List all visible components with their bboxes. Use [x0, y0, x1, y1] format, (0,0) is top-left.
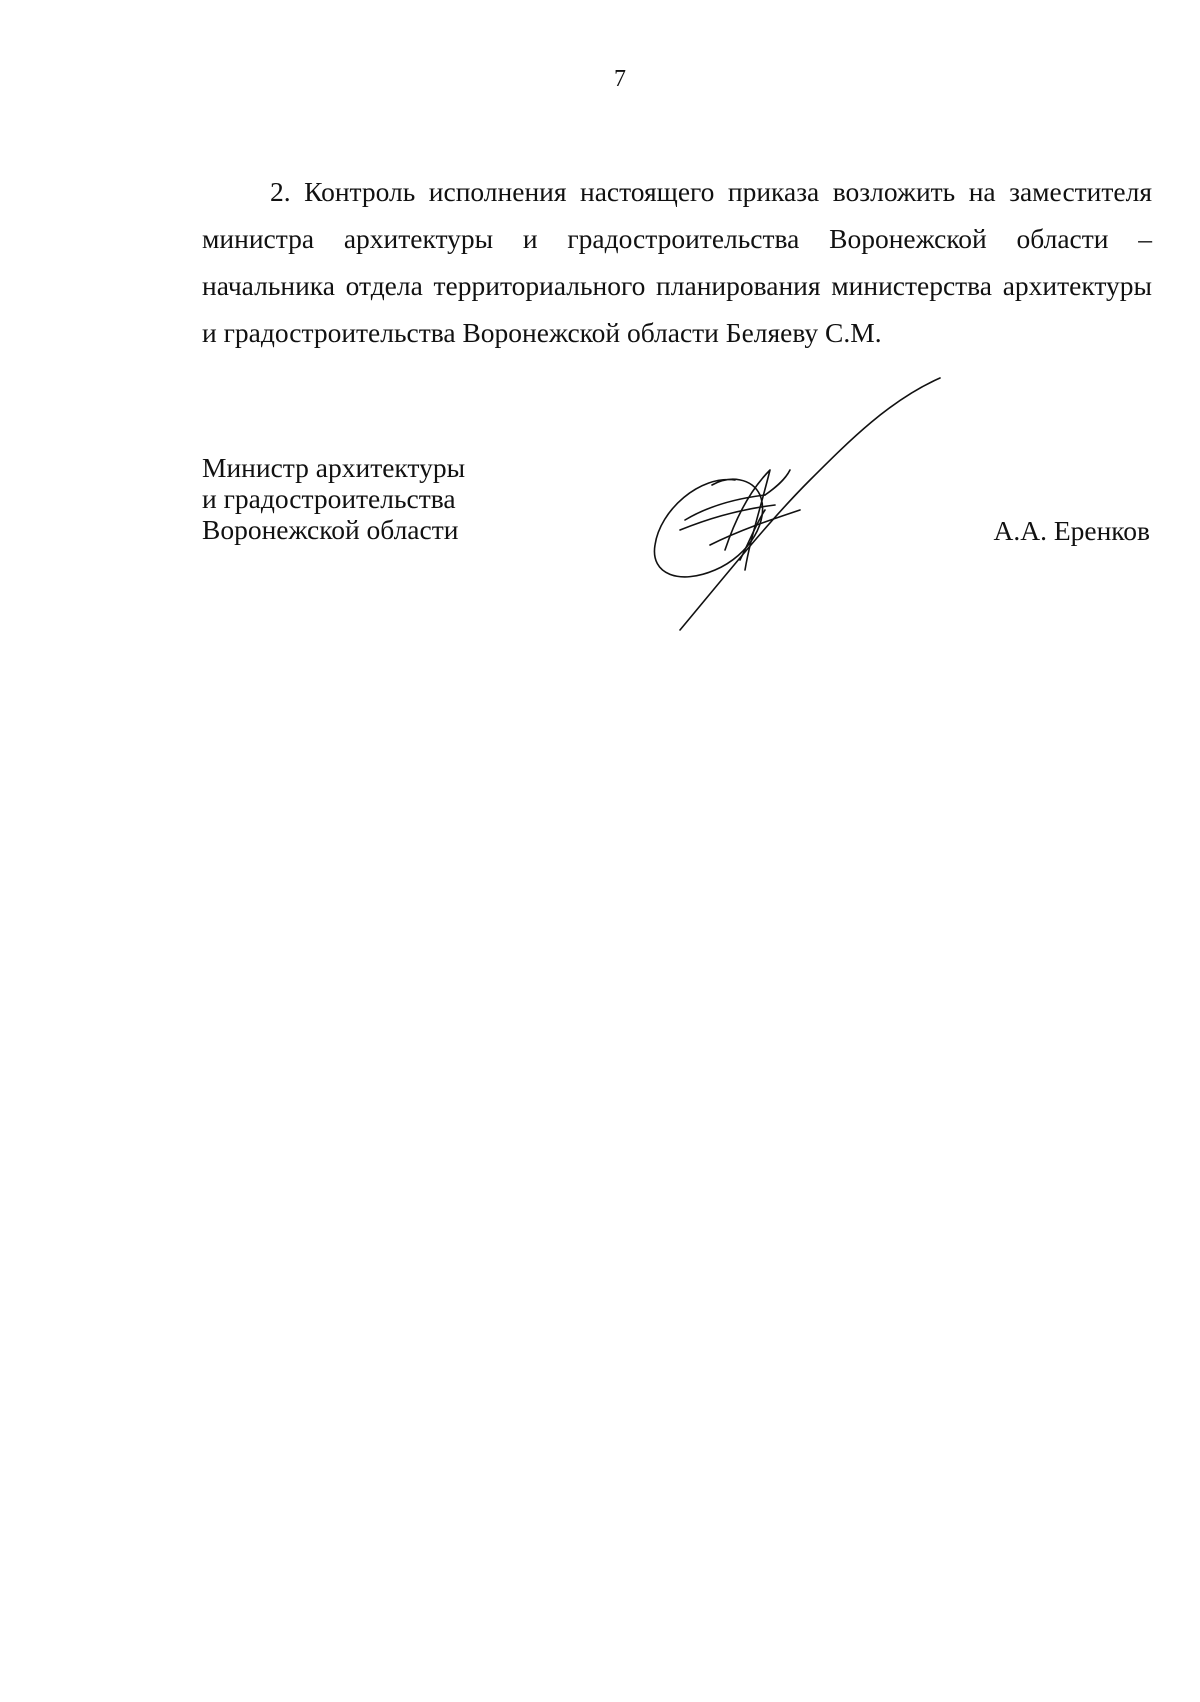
body-paragraph: 2. Контроль исполнения настоящего приказа возложить на заместителя министра архитектуры и градостроительства Воронежской области – начальника отдела территориального планирования министерства архитектуры и градостроительства Воронежской области Беляеву С.М.: [202, 176, 1152, 348]
page-number: 7: [614, 66, 626, 92]
signer-position-line: Министр архитектуры: [202, 452, 466, 483]
signer-position-line: и градостроительства: [202, 483, 456, 514]
signer-position-line: Воронежской области: [202, 514, 459, 545]
signer-name: А.А. Еренков: [993, 515, 1150, 546]
signer-position: [202, 452, 465, 545]
handwritten-signature: [640, 370, 980, 640]
